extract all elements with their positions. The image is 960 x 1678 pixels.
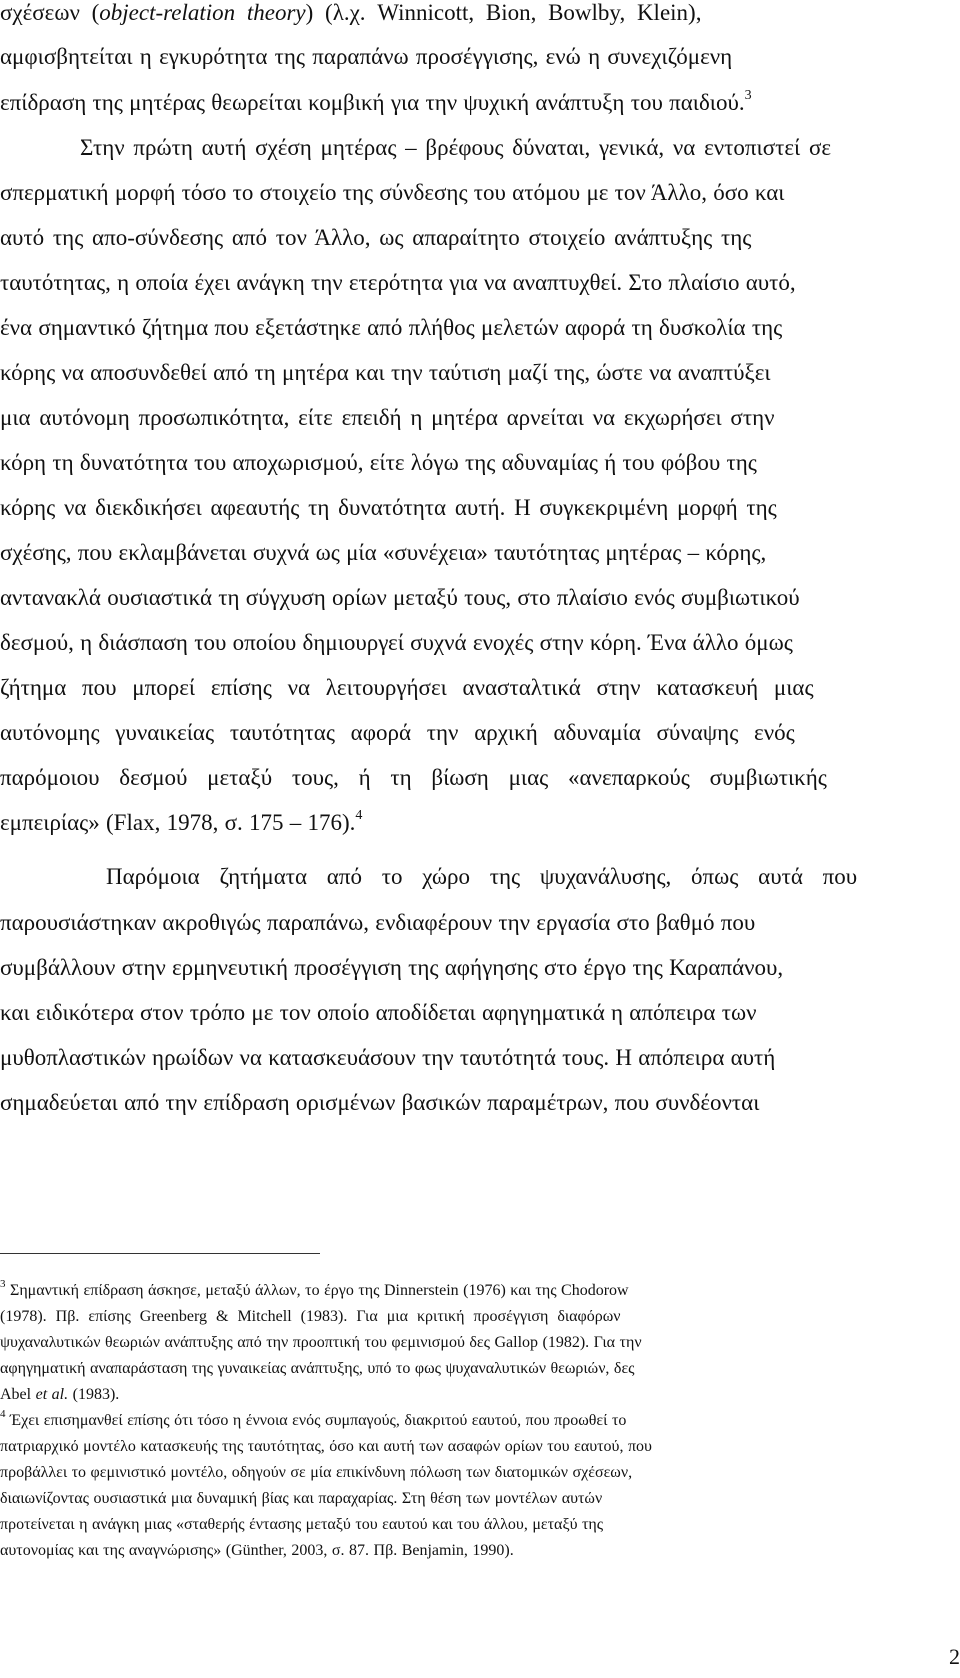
body-line [0, 806, 362, 840]
footnote-line: πατριαρχικό μοντέλο κατασκευής της ταυτότητας, όσο και αυτή των ασαφών ορίων του εαυτού, που [0, 1438, 652, 1455]
footnote-line: προτείνεται η ανάγκη μιας «σταθερής έντασης μεταξύ του εαυτού και του άλλου, μεταξύ της [0, 1516, 604, 1533]
body-line [0, 86, 752, 120]
body-line: και ειδικότερα στον τρόπο με τον οποίο αποδίδεται αφηγηματικά η απόπειρα των [0, 1000, 757, 1025]
footnote-line [0, 1407, 627, 1432]
footnote-line: (1978). Πβ. επίσης Greenberg & Mitchell (1983). Για μια κριτική προσέγγιση διαφόρων [0, 1308, 621, 1325]
body-line: παρόμοιου δεσμού μεταξύ τους, ή τη βίωση μιας «ανεπαρκούς συμβιωτικής [0, 765, 827, 790]
page-number: 2 [949, 1644, 960, 1669]
footnote-line: διαιωνίζοντας ουσιαστικά μια δυναμική βίας και παραχαρίας. Στη θέση των μοντέλων αυτών [0, 1490, 603, 1507]
body-line: Παρόμοια ζητήματα από το χώρο της ψυχανάλυσης, όπως αυτά που [106, 864, 858, 889]
footnote-number: 3 [0, 1277, 6, 1290]
footnote-ref[interactable]: 4 [355, 808, 363, 824]
body-line: κόρης να αποσυνδεθεί από τη μητέρα και την ταύτιση μαζί της, ώστε να αναπτύξει [0, 360, 771, 385]
footnote-separator [0, 1253, 320, 1254]
body-line: μια αυτόνομη προσωπικότητα, είτε επειδή η μητέρα αρνείται να εκχωρήσει στην [0, 405, 775, 430]
body-line: ταυτότητας, η οποία έχει ανάγκη την ετερότητα για να αναπτυχθεί. Στο πλαίσιο αυτό, [0, 270, 796, 295]
body-line: ένα σημαντικό ζήτημα που εξετάστηκε από πλήθος μελετών αφορά τη δυσκολία της [0, 315, 783, 340]
body-line: παρουσιάστηκαν ακροθιγώς παραπάνω, ενδιαφέρουν την εργασία στο βαθμό που [0, 910, 756, 935]
footnote-line: αφηγηματική αναπαράσταση της γυναικείας ανάπτυξης, υπό το φως ψυχαναλυτικών θεωριών, δες [0, 1360, 635, 1377]
text-span: επίδραση της μητέρας θεωρείται κομβική για την ψυχική ανάπτυξη του παιδιού. [0, 90, 745, 115]
text-span: Abel [0, 1386, 36, 1403]
body-line: αντανακλά ουσιαστικά τη σύγχυση ορίων μεταξύ τους, στο πλαίσιο ενός συμβιωτικού [0, 585, 800, 610]
footnote-line: προβάλλει το φεμινιστικό μοντέλο, οδηγούν σε μία επικίνδυνη πόλωση των διατομικών σχέσεων, [0, 1464, 633, 1481]
footnote-ref[interactable]: 3 [744, 88, 752, 104]
body-line: σημαδεύεται από την επίδραση ορισμένων βασικών παραμέτρων, που συνδέονται [0, 1090, 760, 1115]
body-line: μυθοπλαστικών ηρωίδων να κατασκευάσουν την ταυτότητά τους. Η απόπειρα αυτή [0, 1045, 776, 1070]
body-line: αυτό της απο-σύνδεσης από τον Άλλο, ως απαραίτητο στοιχείο ανάπτυξης της [0, 225, 752, 250]
footnote-line: ψυχαναλυτικών θεωριών ανάπτυξης από την προοπτική του φεμινισμού δες Gallop (1982). Για την [0, 1334, 642, 1351]
body-line: κόρη τη δυνατότητα του αποχωρισμού, είτε λόγω της αδυναμίας ή του φόβου της [0, 450, 757, 475]
body-line: σχέσης, που εκλαμβάνεται συχνά ως μία «συνέχεια» ταυτότητας μητέρας – κόρης, [0, 540, 767, 565]
footnote-line [0, 1384, 119, 1406]
body-line: αυτόνομης γυναικείας ταυτότητας αφορά την αρχική αδυναμία σύναψης ενός [0, 720, 795, 745]
body-line: σπερματική μορφή τόσο το στοιχείο της σύνδεσης του ατόμου με τον Άλλο, όσο και [0, 180, 785, 205]
text-span: (1983). [68, 1386, 120, 1403]
text-span: Σημαντική επίδραση άσκησε, μεταξύ άλλων, το έργο της Dinnerstein (1976) και της Chodorow [10, 1282, 629, 1299]
body-line [0, 0, 701, 30]
body-line: αμφισβητείται η εγκυρότητα της παραπάνω προσέγγισης, ενώ η συνεχιζόμενη [0, 44, 733, 69]
italic-term: object-relation theory [99, 0, 306, 25]
body-line: Στην πρώτη αυτή σχέση μητέρας – βρέφους δύναται, γενικά, να εντοπιστεί σε [80, 135, 831, 160]
body-line: συμβάλλουν στην ερμηνευτική προσέγγιση της αφήγησης στο έργο της Καραπάνου, [0, 955, 784, 980]
text-span: εμπειρίας» (Flax, 1978, σ. 175 – 176). [0, 810, 356, 835]
footnote-number: 4 [0, 1407, 6, 1420]
body-line: ζήτημα που μπορεί επίσης να λειτουργήσει ανασταλτικά στην κατασκευή μιας [0, 675, 814, 700]
text-span: Έχει επισημανθεί επίσης ότι τόσο η έννοια ενός συμπαγούς, διακριτού εαυτού, που προωθεί το [10, 1412, 627, 1429]
body-line: κόρης να διεκδικήσει αφεαυτής τη δυνατότητα αυτή. Η συγκεκριμένη μορφή της [0, 495, 777, 520]
footnote-line: αυτονομίας και της αναγνώρισης» (Günther, 2003, σ. 87. Πβ. Benjamin, 1990). [0, 1542, 514, 1559]
footnote-line [0, 1277, 629, 1302]
text-span: ) (λ.χ. Winnicott, Bion, Bowlby, Klein), [305, 0, 702, 25]
body-line: δεσμού, η διάσπαση του οποίου δημιουργεί συχνά ενοχές στην κόρη. Ένα άλλο όμως [0, 630, 793, 655]
italic-term: et al. [35, 1386, 69, 1403]
text-span: σχέσεων ( [0, 0, 100, 25]
